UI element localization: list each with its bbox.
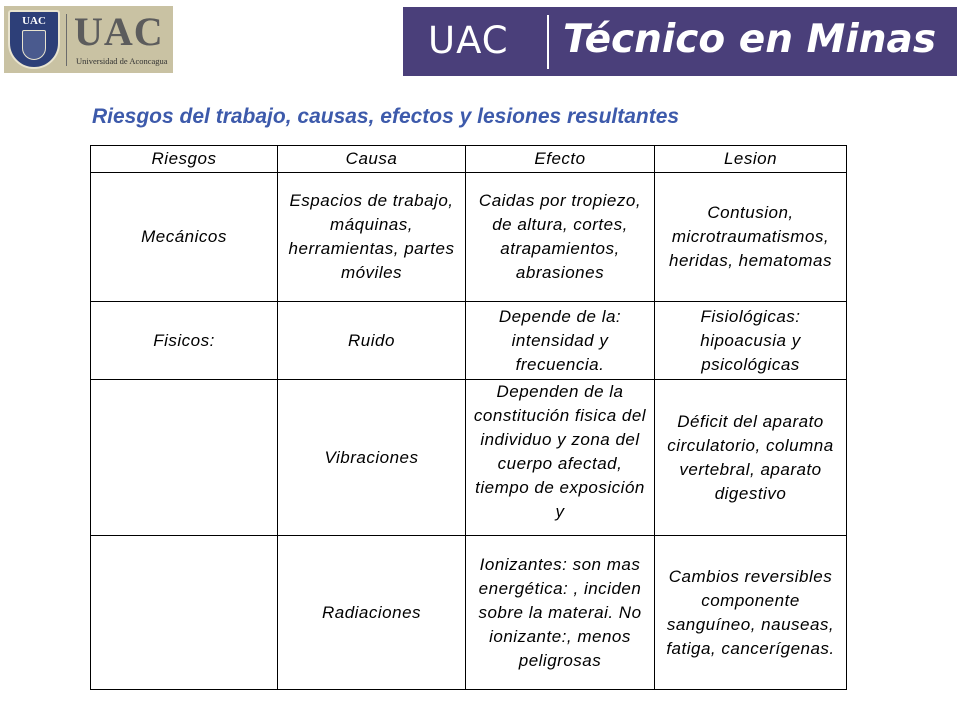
risks-table <box>90 145 847 690</box>
header-causa: Causa <box>278 146 466 173</box>
page-title: Riesgos del trabajo, causas, efectos y lesiones resultantes <box>92 105 680 128</box>
cell-riesgo <box>91 380 278 536</box>
cell-efecto-text: Ionizantes: son mas energética: , inciden sobre la materai. No ionizante:, menos peligrosas <box>478 554 642 670</box>
seal-text: UAC <box>22 15 46 27</box>
banner-divider <box>547 15 549 69</box>
cell-lesion <box>655 302 847 380</box>
cell-causa: Radiaciones <box>278 536 466 690</box>
cell-efecto-text: Caidas por tropiezo, de altura, cortes, atrapamientos, abrasiones <box>478 191 642 282</box>
cell-lesion <box>655 173 847 302</box>
table-row <box>91 536 847 690</box>
cell-efecto <box>466 380 655 536</box>
cell-causa-text: Espacios de trabajo, máquinas, herramientas, partes móviles <box>288 191 455 282</box>
table-row <box>91 302 847 380</box>
cell-lesion-text: Fisiológicas: hipoacusia y psicológicas <box>700 306 801 374</box>
cell-efecto-text: Dependen de la constitución fisica del individuo y zona del cuerpo afectad, tiempo de exposición y <box>473 382 647 521</box>
table-header-row <box>91 146 847 173</box>
cell-efecto <box>466 173 655 302</box>
logo-subtitle: Universidad de Aconcagua <box>76 56 168 66</box>
table-row <box>91 173 847 302</box>
cell-efecto <box>466 302 655 380</box>
cell-causa: Ruido <box>278 302 466 380</box>
header-lesion: Lesion <box>655 146 847 173</box>
logo-name: UAC <box>74 9 164 54</box>
banner-course-title: Técnico en Minas <box>563 17 937 62</box>
banner-institution: UAC <box>428 19 509 62</box>
cell-efecto-text: Depende de la: intensidad y frecuencia. <box>498 306 622 374</box>
university-logo <box>4 6 173 73</box>
cell-riesgo <box>91 536 278 690</box>
cell-lesion <box>655 380 847 536</box>
cell-lesion-text: Contusion, microtraumatismos, heridas, hematomas <box>668 203 833 270</box>
university-seal-icon <box>8 10 60 69</box>
shield-icon <box>22 30 46 60</box>
logo-divider <box>66 14 67 66</box>
cell-lesion <box>655 536 847 690</box>
cell-causa <box>278 173 466 302</box>
cell-riesgo: Mecánicos <box>91 173 278 302</box>
cell-lesion-text: Cambios reversibles componente sanguíneo, nauseas, fatiga, cancerígenas. <box>666 566 835 658</box>
header-riesgos: Riesgos <box>91 146 278 173</box>
header-efecto: Efecto <box>466 146 655 173</box>
cell-lesion-text: Déficit del aparato circulatorio, columna vertebral, aparato digestivo <box>667 411 834 503</box>
course-banner <box>403 7 957 76</box>
cell-riesgo: Fisicos: <box>91 302 278 380</box>
table-row <box>91 380 847 536</box>
cell-causa: Vibraciones <box>278 380 466 536</box>
cell-efecto <box>466 536 655 690</box>
